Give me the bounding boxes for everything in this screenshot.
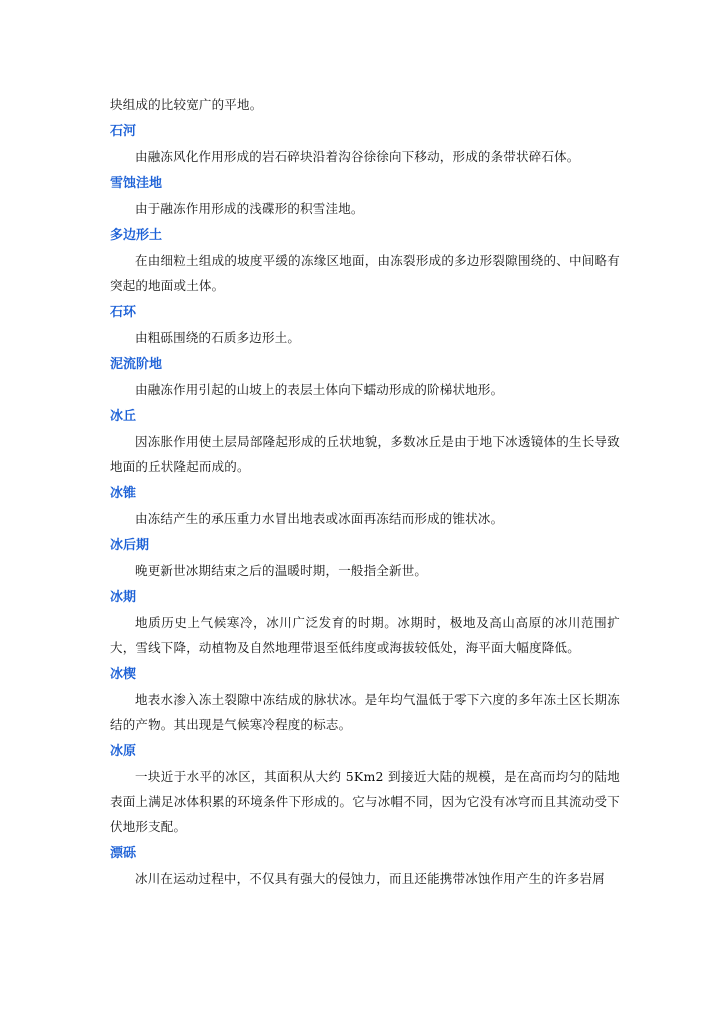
intro-text: 块组成的比较宽广的平地。 [110,97,263,112]
glossary-entry [110,662,620,737]
glossary-entry [110,171,620,221]
glossary-entry [110,352,620,402]
glossary-entry [110,119,620,169]
glossary-term: 石河 [110,124,137,139]
glossary-entry [110,481,620,531]
glossary-term: 泥流阶地 [110,357,163,372]
glossary-term: 冰锥 [110,486,137,501]
glossary-term: 石环 [110,305,137,320]
glossary-term: 多边形土 [110,228,163,243]
glossary-entry [110,841,620,891]
glossary-term: 冰期 [110,590,137,605]
glossary-term: 漂砾 [110,846,137,861]
glossary-content [110,92,620,891]
glossary-definition: 晚更新世冰期结束之后的温暖时期，一般指全新世。 [135,563,428,578]
glossary-term: 冰后期 [110,538,150,553]
glossary-definition: 在由细粒土组成的坡度平缓的冻缘区地面，由冻裂形成的多边形裂隙围绕的、中间略有突起的地面或土体。 [110,253,620,293]
glossary-term: 雪蚀洼地 [110,176,163,191]
glossary-entry [110,300,620,350]
glossary-entry [110,585,620,660]
glossary-definition: 冰川在运动过程中，不仅具有强大的侵蚀力，而且还能携带冰蚀作用产生的许多岩屑 [135,871,605,886]
glossary-definition: 地质历史上气候寒冷，冰川广泛发育的时期。冰期时，极地及高山高原的冰川范围扩大，雪线下降，动植物及自然地理带退至低纬度或海拔较低处，海平面大幅度降低。 [110,615,620,655]
glossary-definition: 由融冻风化作用形成的岩石碎块沿着沟谷徐徐向下移动，形成的条带状碎石体。 [135,149,580,164]
glossary-term: 冰原 [110,744,137,759]
glossary-entry [110,404,620,479]
glossary-term: 冰楔 [110,667,137,682]
glossary-entry [110,223,620,298]
glossary-definition: 地表水渗入冻土裂隙中冻结成的脉状冰。是年均气温低于零下六度的多年冻土区长期冻结的产物。其出现是气候寒冷程度的标志。 [110,692,620,732]
glossary-term: 冰丘 [110,409,137,424]
glossary-entry [110,739,620,839]
glossary-definition: 由冻结产生的承压重力水冒出地表或冰面再冻结而形成的锥状冰。 [135,511,504,526]
glossary-definition: 由融冻作用引起的山坡上的表层土体向下蠕动形成的阶梯状地形。 [135,382,504,397]
glossary-definition: 因冻胀作用使土层局部隆起形成的丘状地貌，多数冰丘是由于地下冰透镜体的生长导致地面的丘状隆起而成的。 [110,434,620,474]
glossary-entry [110,533,620,583]
glossary-definition: 由粗砾围绕的石质多边形土。 [135,330,301,345]
glossary-definition: 一块近于水平的冰区，其面积从大约 5Km2 到接近大陆的规模，是在高而均匀的陆地表面上满足冰体积累的环境条件下形成的。它与冰帽不同，因为它没有冰穹而且其流动受下伏地形支配。 [110,769,620,834]
glossary-definition: 由于融冻作用形成的浅碟形的积雪洼地。 [135,201,364,216]
